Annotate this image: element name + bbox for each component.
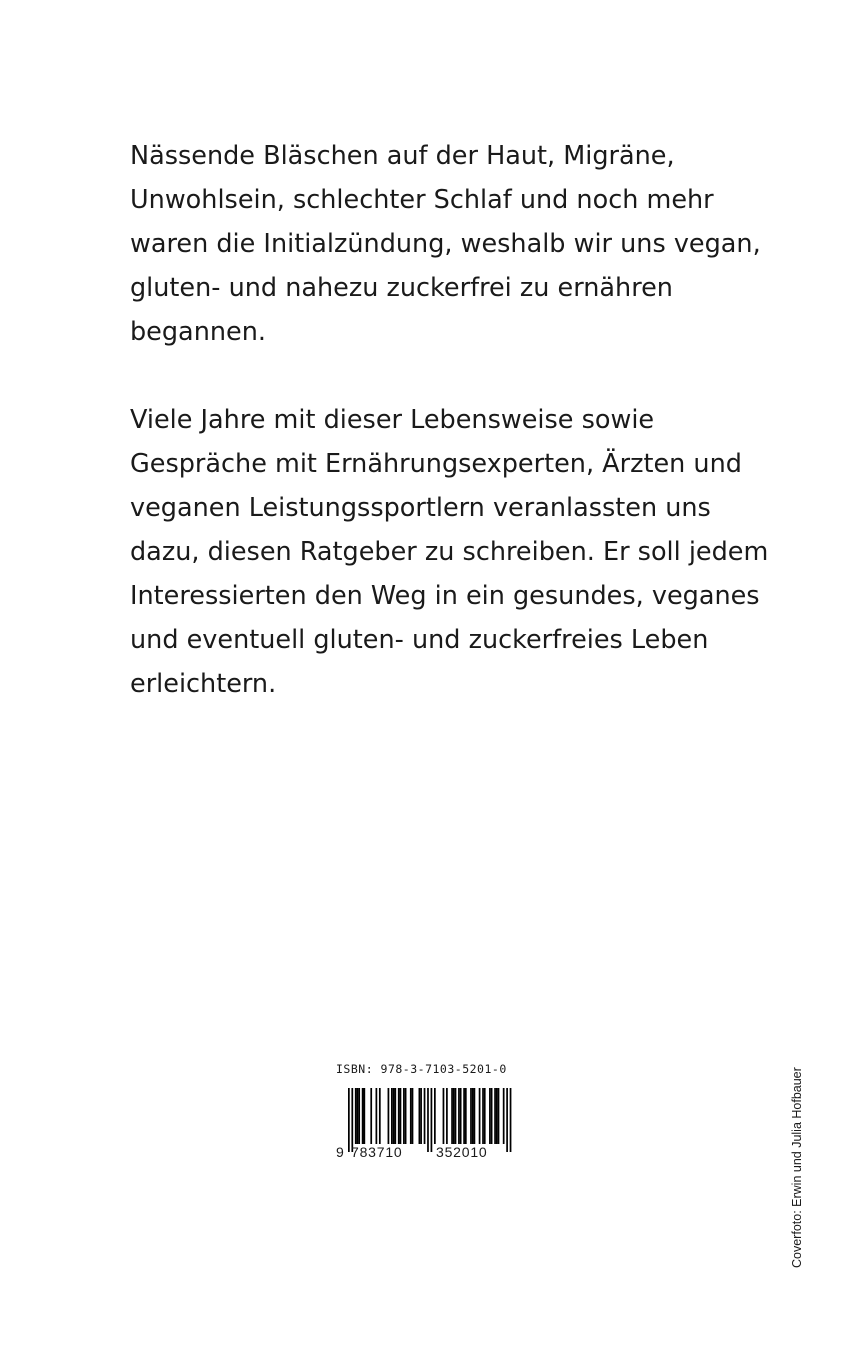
barcode-right-digits: 352010 bbox=[436, 1144, 488, 1160]
barcode-bar bbox=[420, 1088, 422, 1144]
barcode-bar bbox=[394, 1088, 396, 1144]
barcode-bar bbox=[494, 1088, 496, 1144]
isbn-barcode bbox=[336, 1062, 536, 1182]
back-cover-blurb bbox=[130, 134, 769, 750]
barcode-guard-bar bbox=[427, 1088, 429, 1152]
barcode-bar bbox=[391, 1088, 393, 1144]
blurb-paragraph-2 bbox=[130, 398, 769, 706]
barcode-bar bbox=[434, 1088, 436, 1144]
barcode-bar bbox=[443, 1088, 445, 1144]
blurb-line: Interessierten den Weg in ein gesundes, veganes bbox=[130, 581, 760, 611]
barcode-bar bbox=[484, 1088, 486, 1144]
barcode-bar bbox=[496, 1088, 498, 1144]
barcode-bar bbox=[376, 1088, 378, 1144]
barcode-bar bbox=[424, 1088, 426, 1144]
barcode-bar bbox=[498, 1088, 500, 1144]
blurb-line: begannen. bbox=[130, 317, 266, 347]
barcode-guard-bar bbox=[351, 1088, 353, 1152]
barcode-bar bbox=[453, 1088, 455, 1144]
barcode-guard-bar bbox=[506, 1088, 508, 1152]
barcode-bar bbox=[398, 1088, 400, 1144]
blurb-line: Viele Jahre mit dieser Lebensweise sowie bbox=[130, 405, 655, 435]
blurb-line: veganen Leistungssportlern veranlassten uns bbox=[130, 493, 711, 523]
barcode-bar bbox=[465, 1088, 467, 1144]
barcode-bar bbox=[370, 1088, 372, 1144]
barcode-bar bbox=[491, 1088, 493, 1144]
blurb-line: Gespräche mit Ernährungsexperten, Ärzten und bbox=[130, 449, 742, 479]
barcode-bar bbox=[474, 1088, 476, 1144]
barcode-bar bbox=[460, 1088, 462, 1144]
barcode-bar bbox=[482, 1088, 484, 1144]
blurb-line: waren die Initialzündung, weshalb wir uns vegan, bbox=[130, 229, 761, 259]
barcode-guard-bar bbox=[431, 1088, 433, 1152]
barcode-bar bbox=[503, 1088, 505, 1144]
barcode-bar bbox=[479, 1088, 481, 1144]
barcode-bar bbox=[455, 1088, 457, 1144]
barcode-left-digits: 783710 bbox=[351, 1144, 403, 1160]
barcode-bar bbox=[446, 1088, 448, 1144]
barcode-bar bbox=[405, 1088, 407, 1144]
barcode-bar bbox=[400, 1088, 402, 1144]
barcode-bar bbox=[489, 1088, 491, 1144]
blurb-line: erleichtern. bbox=[130, 669, 277, 699]
barcode-bar bbox=[412, 1088, 414, 1144]
barcode-bar bbox=[362, 1088, 364, 1144]
cover-photo-credit: Coverfoto: Erwin und Julia Hofbauer bbox=[790, 1067, 804, 1268]
barcode-bar bbox=[419, 1088, 421, 1144]
barcode-bar bbox=[463, 1088, 465, 1144]
blurb-line: und eventuell gluten- und zuckerfreies Leben bbox=[130, 625, 709, 655]
barcode-bar bbox=[458, 1088, 460, 1144]
barcode-bar bbox=[388, 1088, 390, 1144]
isbn-label: ISBN: 978-3-7103-5201-0 bbox=[336, 1062, 507, 1076]
blurb-paragraph-1 bbox=[130, 134, 761, 354]
barcode-bar bbox=[393, 1088, 395, 1144]
barcode-bar bbox=[363, 1088, 365, 1144]
blurb-line: Unwohlsein, schlechter Schlaf und noch mehr bbox=[130, 185, 714, 215]
blurb-line: dazu, diesen Ratgeber zu schreiben. Er soll jedem bbox=[130, 537, 769, 567]
barcode-bar bbox=[403, 1088, 405, 1144]
barcode-bar bbox=[357, 1088, 359, 1144]
barcode-bar bbox=[355, 1088, 357, 1144]
barcode-guard-bar bbox=[348, 1088, 350, 1152]
blurb-line: gluten- und nahezu zuckerfrei zu ernähren bbox=[130, 273, 673, 303]
barcode-bar bbox=[379, 1088, 381, 1144]
barcode-bar bbox=[358, 1088, 360, 1144]
barcode-bar bbox=[451, 1088, 453, 1144]
barcode-guard-bar bbox=[510, 1088, 512, 1152]
barcode-bar bbox=[470, 1088, 472, 1144]
barcode-bar bbox=[410, 1088, 412, 1144]
barcode-bar bbox=[472, 1088, 474, 1144]
barcode-first-digit: 9 bbox=[336, 1144, 345, 1160]
blurb-line: Nässende Bläschen auf der Haut, Migräne, bbox=[130, 141, 675, 171]
